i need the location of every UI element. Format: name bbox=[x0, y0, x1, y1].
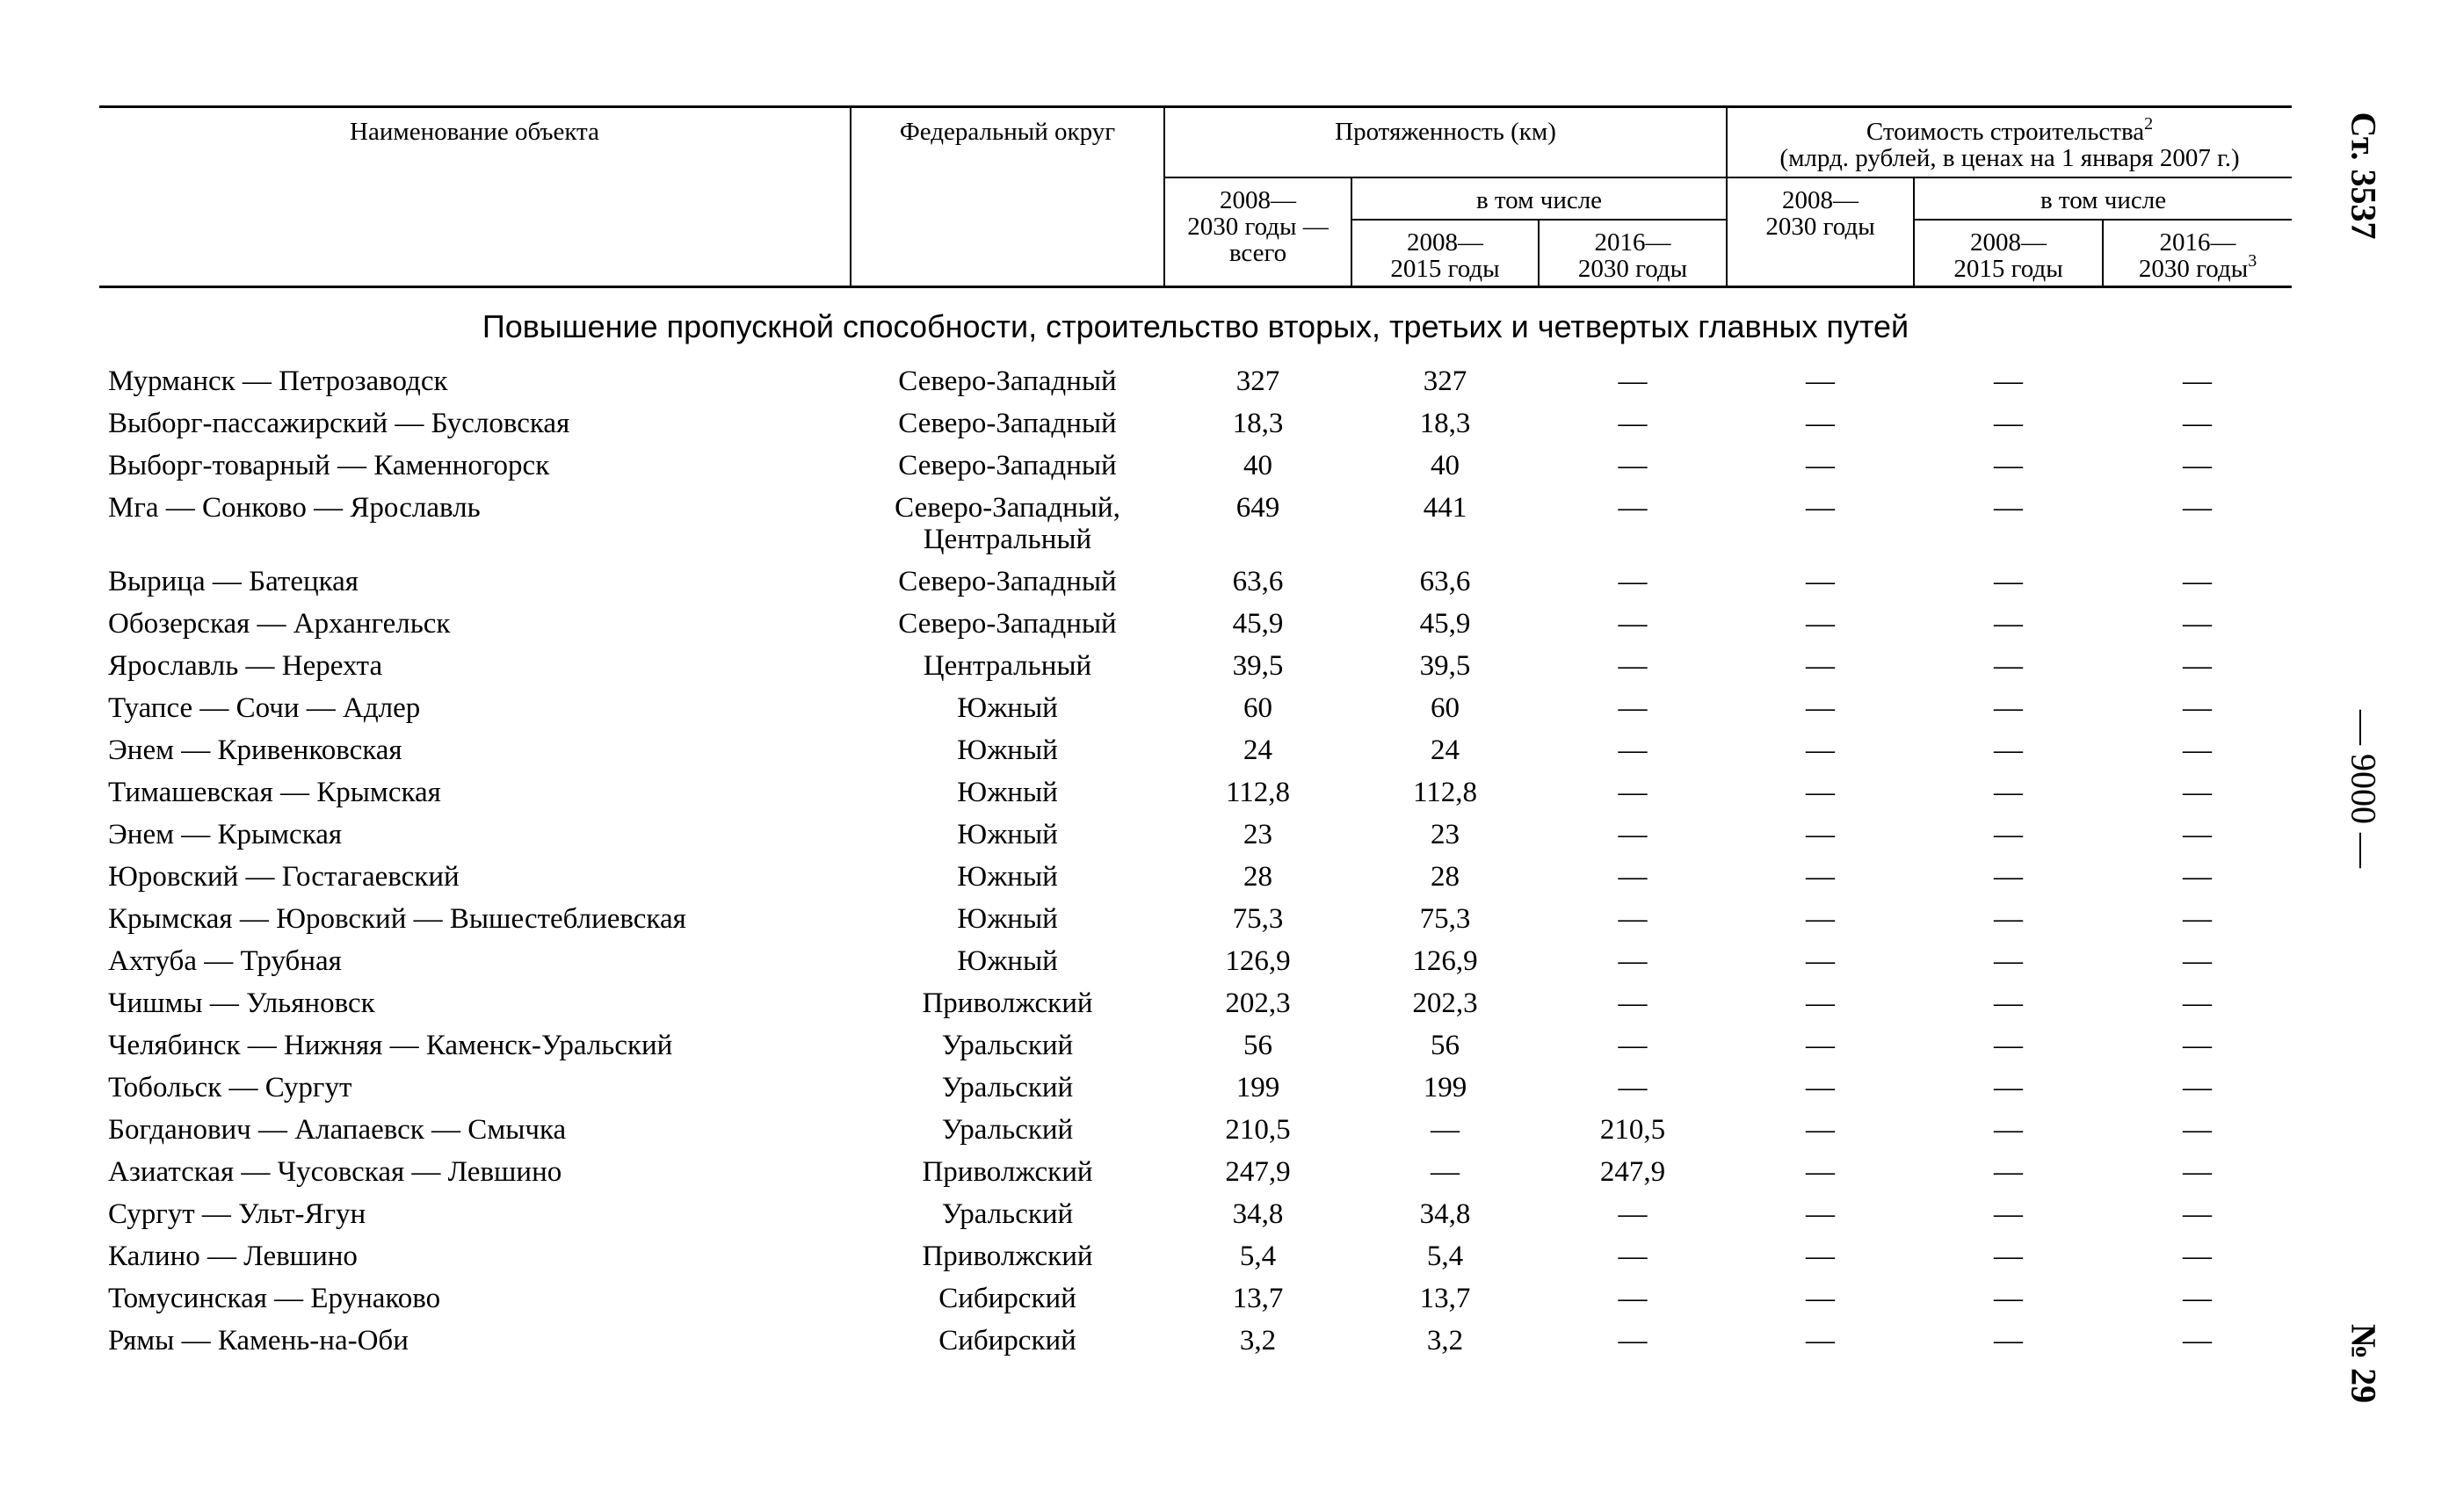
cost-2016-2030-cell: — bbox=[2183, 1114, 2212, 1146]
table-row bbox=[99, 645, 2292, 687]
length-2016-2030-cell: — bbox=[1618, 1325, 1648, 1356]
table-row bbox=[99, 729, 2292, 771]
cost-2008-2015-cell: — bbox=[1994, 566, 2023, 597]
cost-total-cell: — bbox=[1806, 692, 1835, 724]
cost-total-cell: — bbox=[1806, 1114, 1835, 1146]
cost-2008-2015-cell: — bbox=[1994, 777, 2023, 808]
length-2008-2015-cell: 23 bbox=[1431, 819, 1460, 850]
cost-2016-2030-cell: — bbox=[2183, 692, 2212, 724]
header-length-period2: 2016— 2030 годы bbox=[1539, 220, 1727, 287]
length-2016-2030-cell: — bbox=[1618, 734, 1648, 766]
cost-total-cell: — bbox=[1806, 365, 1835, 397]
footnote-marker: 2 bbox=[2144, 114, 2154, 134]
object-name-cell: Энем — Крымская bbox=[108, 819, 343, 850]
header-cost-period2: 2016— 2030 годы$^3$ bbox=[2103, 220, 2292, 287]
length-2008-2015-cell: 202,3 bbox=[1412, 988, 1478, 1019]
cost-2008-2015-cell: — bbox=[1994, 650, 2023, 682]
cost-2016-2030-cell: — bbox=[2183, 861, 2212, 893]
table-row bbox=[99, 603, 2292, 645]
length-total-cell: 3,2 bbox=[1239, 1325, 1277, 1356]
cost-2016-2030-cell: — bbox=[2183, 945, 2212, 977]
district-cell: Уральский bbox=[941, 1072, 1074, 1103]
header-length-period1: 2008— 2015 годы bbox=[1351, 220, 1539, 287]
cost-total-cell: — bbox=[1806, 861, 1835, 893]
document-page bbox=[99, 105, 2292, 1362]
cost-2016-2030-cell: — bbox=[2183, 1283, 2212, 1314]
cost-2016-2030-cell: — bbox=[2183, 608, 2212, 640]
header-cost-period1: 2008— 2015 годы bbox=[1914, 220, 2103, 287]
cost-2008-2015-cell: — bbox=[1994, 945, 2023, 977]
length-2008-2015-cell: — bbox=[1431, 1114, 1460, 1146]
district-cell: Приволжский bbox=[922, 1241, 1093, 1272]
cost-2016-2030-cell: — bbox=[2183, 988, 2212, 1019]
length-total-cell: 649 bbox=[1235, 492, 1280, 524]
cost-total-cell: — bbox=[1806, 1241, 1835, 1272]
cost-2016-2030-cell: — bbox=[2183, 734, 2212, 766]
object-name-cell: Энем — Кривенковская bbox=[108, 734, 402, 766]
cost-total-cell: — bbox=[1806, 608, 1835, 640]
length-2016-2030-cell: — bbox=[1618, 945, 1648, 977]
length-2016-2030-cell: — bbox=[1618, 492, 1648, 524]
cost-2008-2015-cell: — bbox=[1994, 734, 2023, 766]
district-cell: Южный bbox=[957, 903, 1058, 935]
header-length-including: в том числе bbox=[1351, 177, 1727, 220]
cost-total-cell: — bbox=[1806, 1156, 1835, 1188]
object-name-cell: Юровский — Гостагаевский bbox=[108, 861, 460, 893]
length-2016-2030-cell: — bbox=[1618, 1198, 1648, 1230]
table-row bbox=[99, 1193, 2292, 1235]
length-2016-2030-cell: — bbox=[1618, 692, 1648, 724]
district-cell: Северо-Западный bbox=[898, 365, 1117, 397]
cost-2008-2015-cell: — bbox=[1994, 1072, 2023, 1103]
table-body bbox=[99, 360, 2292, 1362]
cost-total-cell: — bbox=[1806, 1283, 1835, 1314]
object-name-cell: Выборг-пассажирский — Бусловская bbox=[108, 408, 570, 439]
object-name-cell: Обозерская — Архангельск bbox=[108, 608, 451, 640]
cost-2016-2030-cell: — bbox=[2183, 408, 2212, 439]
length-2016-2030-cell: — bbox=[1618, 777, 1648, 808]
length-2008-2015-cell: 126,9 bbox=[1412, 945, 1478, 977]
object-name-cell: Мга — Сонково — Ярославль bbox=[108, 492, 481, 524]
length-2016-2030-cell: — bbox=[1618, 608, 1648, 640]
length-2016-2030-cell: — bbox=[1618, 1283, 1648, 1314]
table-row bbox=[99, 898, 2292, 940]
object-name-cell: Тимашевская — Крымская bbox=[108, 777, 441, 808]
length-2008-2015-cell: 24 bbox=[1431, 734, 1460, 766]
object-name-cell: Азиатская — Чусовская — Левшино bbox=[108, 1156, 562, 1188]
cost-total-cell: — bbox=[1806, 988, 1835, 1019]
header-length-total: 2008— 2030 годы — всего bbox=[1164, 177, 1351, 287]
length-2016-2030-cell: — bbox=[1618, 819, 1648, 850]
object-name-cell: Ярославль — Нерехта bbox=[108, 650, 383, 682]
page-number: — 9000 — bbox=[2344, 710, 2384, 868]
cost-total-cell: — bbox=[1806, 408, 1835, 439]
length-total-cell: 63,6 bbox=[1232, 566, 1284, 597]
length-2008-2015-cell: 441 bbox=[1423, 492, 1467, 524]
header-district-column: Федеральный округ bbox=[851, 107, 1164, 287]
length-total-cell: 28 bbox=[1243, 861, 1272, 893]
length-total-cell: 34,8 bbox=[1232, 1198, 1284, 1230]
district-cell: Северо-Западный bbox=[898, 408, 1117, 439]
table-row bbox=[99, 402, 2292, 445]
length-total-cell: 18,3 bbox=[1232, 408, 1284, 439]
district-cell: Северо-Западный bbox=[898, 608, 1117, 640]
length-2016-2030-cell: — bbox=[1618, 566, 1648, 597]
district-cell: Северо-Западный, Центральный bbox=[895, 492, 1120, 555]
table-row bbox=[99, 856, 2292, 898]
length-total-cell: 40 bbox=[1243, 450, 1272, 481]
cost-total-cell: — bbox=[1806, 903, 1835, 935]
length-total-cell: 24 bbox=[1243, 734, 1272, 766]
table-row bbox=[99, 1151, 2292, 1193]
object-name-cell: Мурманск — Петрозаводск bbox=[108, 365, 448, 397]
district-cell: Приволжский bbox=[922, 1156, 1093, 1188]
length-2008-2015-cell: 63,6 bbox=[1419, 566, 1471, 597]
district-cell: Сибирский bbox=[938, 1283, 1076, 1314]
length-total-cell: 56 bbox=[1243, 1030, 1272, 1061]
cost-2016-2030-cell: — bbox=[2183, 1325, 2212, 1356]
cost-2016-2030-cell: — bbox=[2183, 450, 2212, 481]
table-row bbox=[99, 1320, 2292, 1362]
length-2016-2030-cell: — bbox=[1618, 450, 1648, 481]
cost-2008-2015-cell: — bbox=[1994, 988, 2023, 1019]
cost-2016-2030-cell: — bbox=[2183, 650, 2212, 682]
district-cell: Южный bbox=[957, 861, 1058, 893]
object-name-cell: Вырица — Батецкая bbox=[108, 566, 359, 597]
cost-2008-2015-cell: — bbox=[1994, 903, 2023, 935]
table-row bbox=[99, 814, 2292, 856]
header-cost-group: Стоимость строительства$^2$ (млрд. рублей, в ценах на 1 января 2007 г.) bbox=[1727, 107, 2292, 178]
table-row bbox=[99, 1109, 2292, 1151]
length-2016-2030-cell: — bbox=[1618, 903, 1648, 935]
length-2008-2015-cell: 39,5 bbox=[1419, 650, 1471, 682]
cost-2008-2015-cell: — bbox=[1994, 1241, 2023, 1272]
length-2016-2030-cell: — bbox=[1618, 365, 1648, 397]
length-2016-2030-cell: — bbox=[1618, 408, 1648, 439]
district-cell: Северо-Западный bbox=[898, 566, 1117, 597]
header-name-column: Наименование объекта bbox=[350, 118, 599, 146]
district-cell: Уральский bbox=[941, 1198, 1074, 1230]
cost-2008-2015-cell: — bbox=[1994, 861, 2023, 893]
length-2008-2015-cell: 13,7 bbox=[1419, 1283, 1471, 1314]
table-row bbox=[99, 1067, 2292, 1109]
table-row bbox=[99, 561, 2292, 603]
length-total-cell: 327 bbox=[1235, 365, 1280, 397]
cost-2008-2015-cell: — bbox=[1994, 1156, 2023, 1188]
cost-2008-2015-cell: — bbox=[1994, 450, 2023, 481]
cost-2008-2015-cell: — bbox=[1994, 819, 2023, 850]
district-cell: Южный bbox=[957, 734, 1058, 766]
object-name-cell: Крымская — Юровский — Вышестеблиевская bbox=[108, 903, 686, 935]
table-row bbox=[99, 1277, 2292, 1320]
district-cell: Южный bbox=[957, 945, 1058, 977]
article-number: Ст. 3537 bbox=[2344, 112, 2384, 240]
cost-total-cell: — bbox=[1806, 777, 1835, 808]
length-2016-2030-cell: 247,9 bbox=[1599, 1156, 1666, 1188]
object-name-cell: Челябинск — Нижняя — Каменск-Уральский bbox=[108, 1030, 673, 1061]
length-2008-2015-cell: 3,2 bbox=[1426, 1325, 1464, 1356]
cost-2016-2030-cell: — bbox=[2183, 819, 2212, 850]
cost-2016-2030-cell: — bbox=[2183, 777, 2212, 808]
table-header bbox=[99, 105, 2292, 288]
cost-total-cell: — bbox=[1806, 945, 1835, 977]
length-total-cell: 39,5 bbox=[1232, 650, 1284, 682]
table-row bbox=[99, 445, 2292, 487]
length-2008-2015-cell: 199 bbox=[1423, 1072, 1467, 1103]
cost-2008-2015-cell: — bbox=[1994, 408, 2023, 439]
length-total-cell: 60 bbox=[1243, 692, 1272, 724]
length-2016-2030-cell: — bbox=[1618, 988, 1648, 1019]
table-row bbox=[99, 360, 2292, 402]
district-cell: Южный bbox=[957, 777, 1058, 808]
object-name-cell: Сургут — Ульт-Ягун bbox=[108, 1198, 366, 1230]
district-cell: Уральский bbox=[941, 1114, 1074, 1146]
cost-2016-2030-cell: — bbox=[2183, 1030, 2212, 1061]
length-2016-2030-cell: 210,5 bbox=[1599, 1114, 1666, 1146]
cost-2008-2015-cell: — bbox=[1994, 1030, 2023, 1061]
section-title: Повышение пропускной способности, строительство вторых, третьих и четвертых главных путей bbox=[482, 308, 1909, 344]
length-2016-2030-cell: — bbox=[1618, 1072, 1648, 1103]
header-cost-total: 2008— 2030 годы bbox=[1727, 177, 1914, 287]
length-2008-2015-cell: 112,8 bbox=[1412, 777, 1478, 808]
length-total-cell: 75,3 bbox=[1232, 903, 1284, 935]
cost-2016-2030-cell: — bbox=[2183, 566, 2212, 597]
length-total-cell: 247,9 bbox=[1225, 1156, 1291, 1188]
table-row bbox=[99, 982, 2292, 1024]
cost-total-cell: — bbox=[1806, 566, 1835, 597]
table-row bbox=[99, 487, 2292, 561]
district-cell: Уральский bbox=[941, 1030, 1074, 1061]
object-name-cell: Туапсе — Сочи — Адлер bbox=[108, 692, 421, 724]
cost-2008-2015-cell: — bbox=[1994, 1325, 2023, 1356]
cost-2008-2015-cell: — bbox=[1994, 365, 2023, 397]
cost-total-cell: — bbox=[1806, 819, 1835, 850]
length-2016-2030-cell: — bbox=[1618, 1241, 1648, 1272]
length-total-cell: 202,3 bbox=[1225, 988, 1291, 1019]
cost-total-cell: — bbox=[1806, 1325, 1835, 1356]
district-cell: Центральный bbox=[923, 650, 1092, 682]
table-row bbox=[99, 687, 2292, 729]
cost-2016-2030-cell: — bbox=[2183, 1156, 2212, 1188]
data-table bbox=[99, 360, 2292, 1362]
length-2008-2015-cell: — bbox=[1431, 1156, 1460, 1188]
district-cell: Приволжский bbox=[922, 988, 1093, 1019]
length-total-cell: 23 bbox=[1243, 819, 1272, 850]
object-name-cell: Тобольск — Сургут bbox=[108, 1072, 352, 1103]
cost-2016-2030-cell: — bbox=[2183, 903, 2212, 935]
length-2008-2015-cell: 18,3 bbox=[1419, 408, 1471, 439]
length-2008-2015-cell: 40 bbox=[1431, 450, 1460, 481]
length-2008-2015-cell: 327 bbox=[1423, 365, 1467, 397]
cost-total-cell: — bbox=[1806, 650, 1835, 682]
cost-total-cell: — bbox=[1806, 1198, 1835, 1230]
district-cell: Северо-Западный bbox=[898, 450, 1117, 481]
cost-2008-2015-cell: — bbox=[1994, 1283, 2023, 1314]
cost-total-cell: — bbox=[1806, 450, 1835, 481]
cost-2016-2030-cell: — bbox=[2183, 1198, 2212, 1230]
object-name-cell: Ахтуба — Трубная bbox=[108, 945, 342, 977]
cost-2016-2030-cell: — bbox=[2183, 492, 2212, 524]
length-total-cell: 5,4 bbox=[1239, 1241, 1277, 1272]
cost-2016-2030-cell: — bbox=[2183, 1241, 2212, 1272]
footnote-marker: 3 bbox=[2248, 251, 2257, 271]
cost-2008-2015-cell: — bbox=[1994, 608, 2023, 640]
district-cell: Сибирский bbox=[938, 1325, 1076, 1356]
length-2016-2030-cell: — bbox=[1618, 650, 1648, 682]
length-total-cell: 13,7 bbox=[1232, 1283, 1284, 1314]
issue-number: № 29 bbox=[2344, 1323, 2384, 1404]
cost-2008-2015-cell: — bbox=[1994, 1198, 2023, 1230]
cost-2016-2030-cell: — bbox=[2183, 365, 2212, 397]
length-total-cell: 199 bbox=[1235, 1072, 1280, 1103]
length-2008-2015-cell: 45,9 bbox=[1419, 608, 1471, 640]
object-name-cell: Рямы — Камень-на-Оби bbox=[108, 1325, 409, 1356]
cost-total-cell: — bbox=[1806, 1072, 1835, 1103]
length-2008-2015-cell: 60 bbox=[1431, 692, 1460, 724]
cost-total-cell: — bbox=[1806, 1030, 1835, 1061]
cost-2008-2015-cell: — bbox=[1994, 1114, 2023, 1146]
header-length-group: Протяженность (км) bbox=[1164, 107, 1727, 178]
cost-total-cell: — bbox=[1806, 492, 1835, 524]
district-cell: Южный bbox=[957, 819, 1058, 850]
cost-2016-2030-cell: — bbox=[2183, 1072, 2212, 1103]
object-name-cell: Чишмы — Ульяновск bbox=[108, 988, 375, 1019]
length-2016-2030-cell: — bbox=[1618, 861, 1648, 893]
length-total-cell: 112,8 bbox=[1225, 777, 1291, 808]
length-total-cell: 210,5 bbox=[1225, 1114, 1291, 1146]
object-name-cell: Томусинская — Ерунаково bbox=[108, 1283, 441, 1314]
length-total-cell: 126,9 bbox=[1225, 945, 1291, 977]
cost-total-cell: — bbox=[1806, 734, 1835, 766]
table-row bbox=[99, 940, 2292, 982]
district-cell: Южный bbox=[957, 692, 1058, 724]
object-name-cell: Выборг-товарный — Каменногорск bbox=[108, 450, 550, 481]
length-2008-2015-cell: 5,4 bbox=[1426, 1241, 1464, 1272]
length-total-cell: 45,9 bbox=[1232, 608, 1284, 640]
table-row bbox=[99, 1235, 2292, 1277]
table-row bbox=[99, 771, 2292, 814]
cost-2008-2015-cell: — bbox=[1994, 492, 2023, 524]
object-name-cell: Богданович — Алапаевск — Смычка bbox=[108, 1114, 567, 1146]
object-name-cell: Калино — Левшино bbox=[108, 1241, 358, 1272]
length-2016-2030-cell: — bbox=[1618, 1030, 1648, 1061]
cost-2008-2015-cell: — bbox=[1994, 692, 2023, 724]
length-2008-2015-cell: 34,8 bbox=[1419, 1198, 1471, 1230]
header-cost-including: в том числе bbox=[1914, 177, 2292, 220]
length-2008-2015-cell: 56 bbox=[1431, 1030, 1460, 1061]
length-2008-2015-cell: 75,3 bbox=[1419, 903, 1471, 935]
table-row bbox=[99, 1024, 2292, 1067]
length-2008-2015-cell: 28 bbox=[1431, 861, 1460, 893]
